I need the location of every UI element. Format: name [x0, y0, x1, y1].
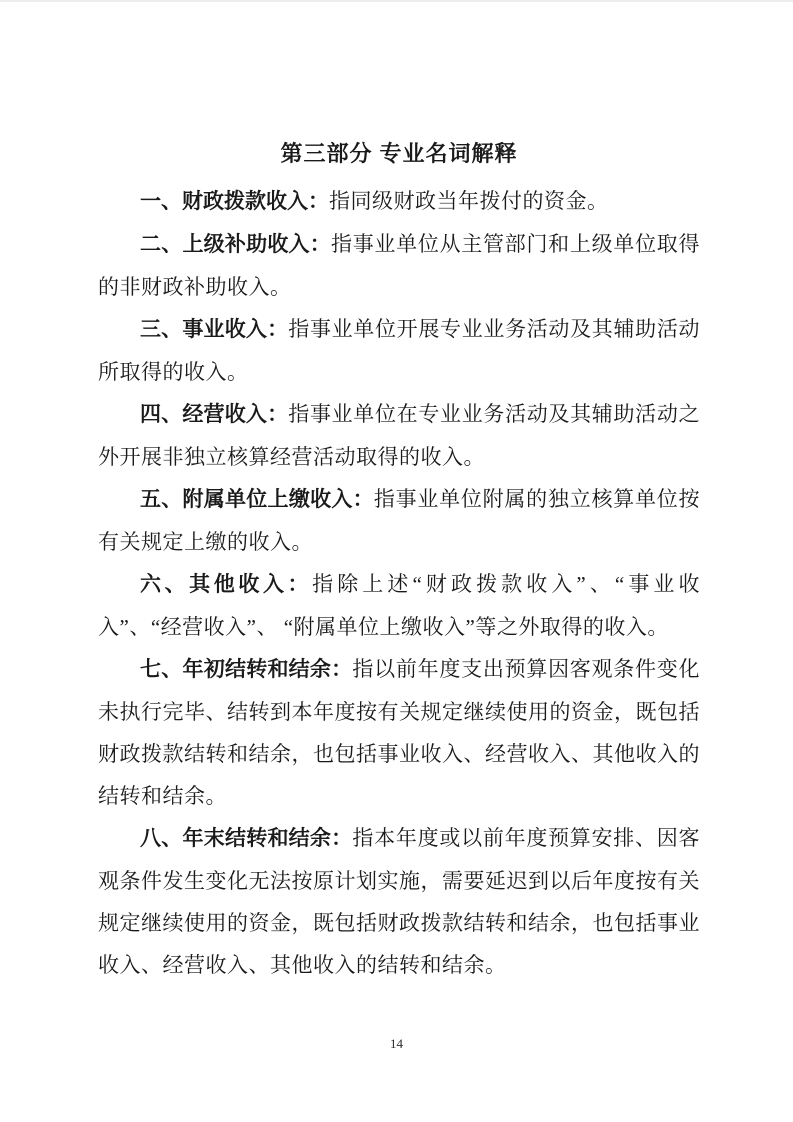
term-definition: 指事业单位开展专业业务活动及其辅助活动所取得的收入。: [98, 317, 701, 384]
term-label: 五、附属单位上缴收入：: [140, 488, 374, 511]
definition-paragraph: [98, 393, 700, 478]
page-number: 14: [390, 1036, 403, 1051]
term-definition: 指同级财政当年拨付的资金。: [329, 189, 609, 213]
term-label: 四、经营收入：: [140, 403, 289, 426]
term-definition: 指除上述“财政拨款收入”、“事业收入”、“经营收入”、 “附属单位上缴收入”等之外取得的收入。: [98, 572, 700, 639]
term-definition: 指本年度或以前年度预算安排、因客观条件发生变化无法按原计划实施，需要延迟到以后年度按有关规定继续使用的资金，既包括财政拨款结转和结余，也包括事业收入、经营收入、其他收入的结转和结余。: [98, 826, 701, 977]
term-label: 三、事业收入：: [140, 318, 289, 341]
page-top-edge: [0, 0, 793, 2]
term-definition: 指事业单位附属的独立核算单位按有关规定上缴的收入。: [98, 487, 700, 554]
definition-paragraph: [98, 817, 700, 986]
term-label: 七、年初结转和结余：: [140, 658, 353, 681]
definition-paragraph: [98, 478, 700, 563]
page-title: 第三部分 专业名词解释: [280, 141, 518, 166]
definition-paragraph: [98, 308, 700, 393]
term-label: 六、其他收入：: [140, 573, 313, 596]
term-label: 一、财政拨款收入：: [140, 190, 329, 213]
definition-paragraph: [98, 563, 700, 648]
term-label: 八、年末结转和结余：: [140, 827, 353, 850]
definition-paragraph: [98, 223, 700, 308]
definition-paragraph: [98, 180, 700, 223]
definition-paragraph: [98, 648, 700, 817]
term-label: 二、上级补助收入：: [140, 233, 331, 256]
term-definition: 指事业单位在专业业务活动及其辅助活动之外开展非独立核算经营活动取得的收入。: [98, 402, 701, 469]
document-content: [98, 138, 700, 986]
term-definition: 指事业单位从主管部门和上级单位取得的非财政补助收入。: [98, 232, 701, 299]
term-definition: 指以前年度支出预算因客观条件变化未执行完毕、结转到本年度按有关规定继续使用的资金，既包括财政拨款结转和结余，也包括事业收入、经营收入、其他收入的结转和结余。: [98, 657, 701, 808]
